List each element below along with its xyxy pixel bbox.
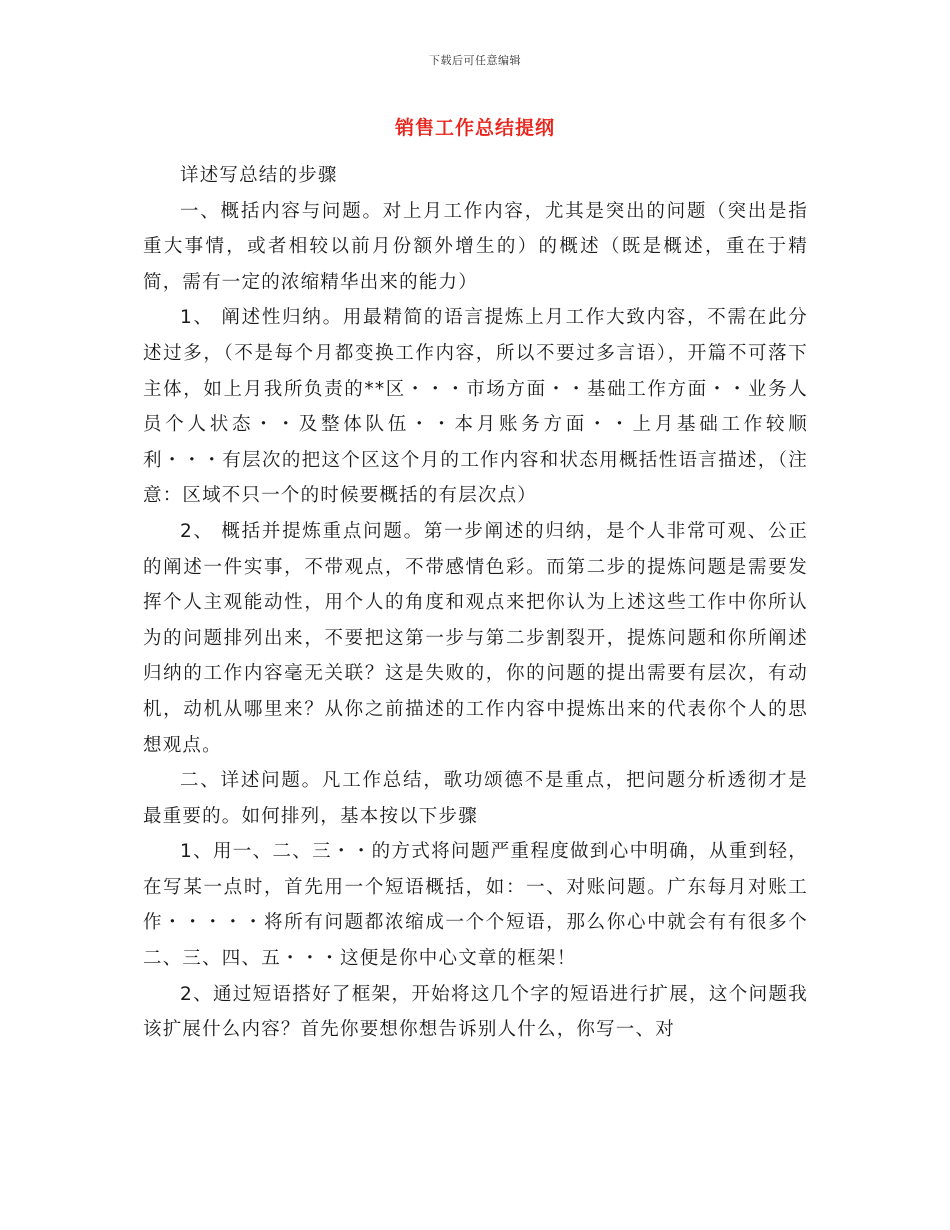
document-body: [143, 158, 808, 1048]
paragraph: 1、 阐述性归纳。用最精简的语言提炼上月工作大致内容，不需在此分述过多，（不是每个月都变换工作内容，所以不要过多言语），开篇不可落下主体，如上月我所负责的**区・・・市场方面・・基础工作方面・・业务人员个人状态・・及整体队伍・・本月账务方面・・上月基础工作较顺利・・・有层次的把这个区这个月的工作内容和状态用概括性语言描述，（注意：区域不只一个的时候要概括的有层次点）: [143, 307, 808, 507]
paragraph: 2、通过短语搭好了框架，开始将这几个字的短语进行扩展，这个问题我该扩展什么内容？首先你要想你想告诉别人什么，你写一、对: [143, 983, 808, 1041]
document-title: 销售工作总结提纲: [394, 117, 555, 139]
paragraph: 1、用一、二、三・・的方式将问题严重程度做到心中明确，从重到轻，在写某一点时，首先用一个短语概括，如：一、对账问题。广东每月对账工作・・・・・将所有问题都浓缩成一个个短语，那么你心中就会有有很多个二、三、四、五・・・这便是你中心文章的框架！: [143, 841, 808, 970]
paragraph: 二、详述问题。凡工作总结，歌功颂德不是重点，把问题分析透彻才是最重要的。如何排列，基本按以下步骤: [143, 770, 808, 827]
paragraph: 详述写总结的步骤: [180, 165, 338, 186]
page-header: 下载后可任意编辑: [429, 54, 521, 67]
paragraph: 2、 概括并提炼重点问题。第一步阐述的归纳，是个人非常可观、公正的阐述一件实事，不带观点，不带感情色彩。而第二步的提炼问题是需要发挥个人主观能动性，用个人的角度和观点来把你认为上述这些工作中你所认为的问题排列出来，不要把这第一步与第二步割裂开，提炼问题和你所阐述归纳的工作内容毫无关联？这是失败的，你的问题的提出需要有层次，有动机，动机从哪里来？从你之前描述的工作内容中提炼出来的代表你个人的思想观点。: [143, 520, 808, 756]
paragraph: 一、概括内容与问题。对上月工作内容，尤其是突出的问题（突出是指重大事情，或者相较以前月份额外增生的）的概述（既是概述，重在于精简，需有一定的浓缩精华出来的能力）: [143, 200, 808, 293]
